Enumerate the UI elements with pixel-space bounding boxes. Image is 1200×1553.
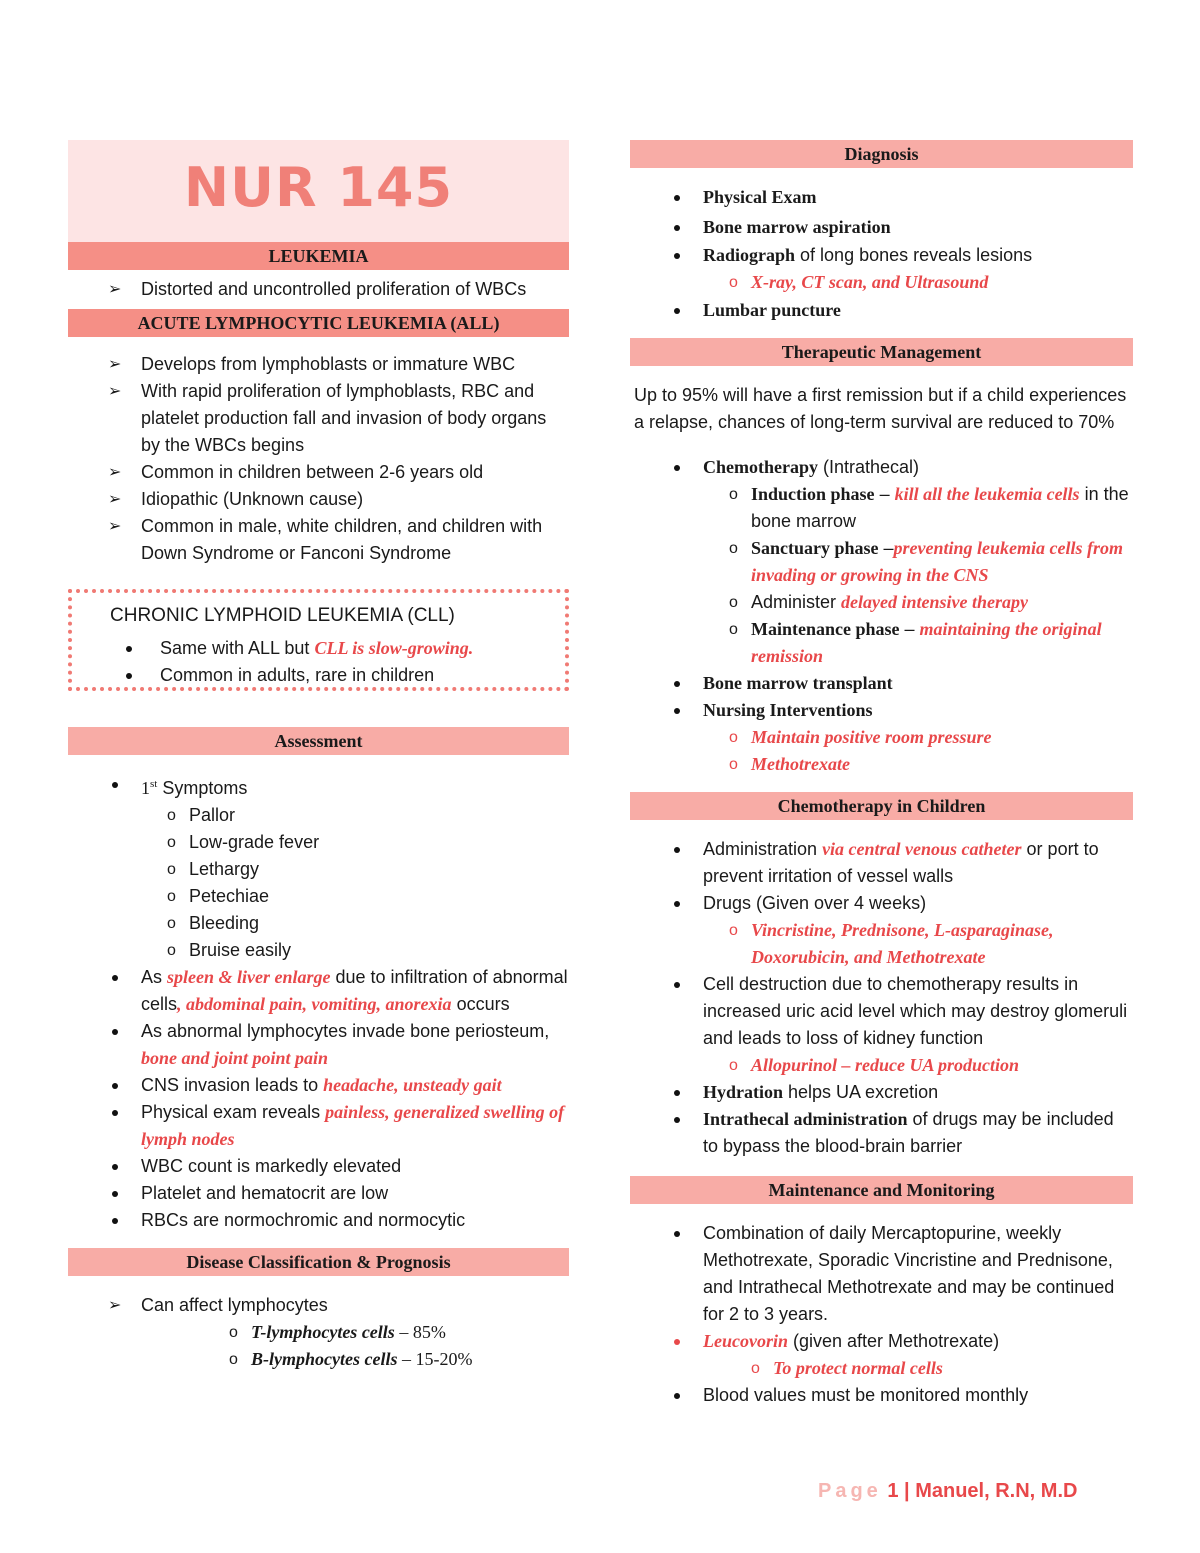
- list-item: Radiograph of long bones reveals lesions o X-ray, CT scan, and Ultrasound: [630, 242, 1133, 296]
- list-item: Nursing Interventions o Maintain positive room pressure o Methotrexate: [630, 697, 1133, 778]
- bullet-icon: [126, 673, 132, 679]
- left-column: [68, 140, 569, 1373]
- circle-bullet-icon: o: [729, 922, 738, 939]
- bullet-icon: [674, 1090, 680, 1096]
- circle-bullet-icon: o: [167, 807, 176, 824]
- allopurinol-list: [703, 1052, 1133, 1079]
- list-item: o Sanctuary phase –preventing leukemia cells from invading or growing in the CNS: [703, 535, 1133, 589]
- list-item: RBCs are normochromic and normocytic: [68, 1207, 569, 1234]
- arrow-icon: ➢: [108, 518, 122, 535]
- all-header: ACUTE LYMPHOCYTIC LEUKEMIA (ALL): [68, 309, 569, 337]
- list-item: o Allopurinol – reduce UA production: [703, 1052, 1133, 1079]
- circle-bullet-icon: o: [229, 1324, 238, 1341]
- assessment-list: [68, 771, 569, 1234]
- bullet-icon: [126, 646, 132, 652]
- arrow-icon: ➢: [108, 464, 122, 481]
- list-item: Combination of daily Mercaptopurine, weekly Methotrexate, Sporadic Vincristine and Prednisone, and Intrathecal Methotrexate and may be continued for 2 to 3 years.: [630, 1220, 1133, 1328]
- maintenance-list: [630, 1220, 1133, 1409]
- list-item: o Bleeding: [141, 910, 569, 937]
- arrow-icon: ➢: [108, 281, 122, 298]
- arrow-icon: ➢: [108, 383, 122, 400]
- cll-box: [68, 589, 569, 691]
- imaging-list: [703, 269, 1133, 296]
- therapeutic-list: [630, 454, 1133, 778]
- bullet-icon: [674, 708, 680, 714]
- list-item: Bone marrow transplant: [630, 670, 1133, 697]
- list-item: o Petechiae: [141, 883, 569, 910]
- bullet-icon: [674, 847, 680, 853]
- bullet-icon: [674, 1339, 680, 1345]
- list-item: Cell destruction due to chemotherapy results in increased uric acid level which may destroy glomeruli and leads to loss of kidney function o Allopurinol – reduce UA production: [630, 971, 1133, 1079]
- list-item: Common in adults, rare in children: [72, 662, 565, 689]
- list-item: o To protect normal cells: [725, 1355, 1133, 1382]
- list-item: o Pallor: [141, 802, 569, 829]
- leucovorin-list: [725, 1355, 1133, 1382]
- chemo-children-list: [630, 836, 1133, 1160]
- therapeutic-intro: Up to 95% will have a first remission but if a child experiences a relapse, chances of long-term survival are reduced to 70%: [634, 385, 1127, 432]
- list-item: As abnormal lymphocytes invade bone periosteum, bone and joint point pain: [68, 1018, 569, 1072]
- list-item: CNS invasion leads to headache, unsteady gait: [68, 1072, 569, 1099]
- circle-bullet-icon: o: [751, 1360, 760, 1377]
- chemo-phase-list: [703, 481, 1133, 670]
- list-item: o Induction phase – kill all the leukemia cells in the bone marrow: [703, 481, 1133, 535]
- list-item: Platelet and hematocrit are low: [68, 1180, 569, 1207]
- list-item: 1st Symptoms o Pallor o Low-grade fever o Lethargy o Petechiae o Bleeding o Bruise easily: [68, 771, 569, 964]
- list-item: ➢ Common in male, white children, and children with Down Syndrome or Fanconi Syndrome: [68, 513, 569, 567]
- circle-bullet-icon: o: [167, 834, 176, 851]
- page-footer: Page 1 | Manuel, R.N, M.D: [818, 1480, 1078, 1502]
- bullet-icon: [674, 1393, 680, 1399]
- bullet-icon: [674, 1117, 680, 1123]
- list-item: Lumbar puncture: [630, 297, 1133, 324]
- diagnosis-list: [630, 184, 1133, 324]
- list-item: o T-lymphocytes cells – 85%: [203, 1319, 569, 1346]
- bullet-icon: [674, 465, 680, 471]
- list-item: Physical Exam: [630, 184, 1133, 211]
- leukemia-header: LEUKEMIA: [68, 242, 569, 270]
- page-title: NUR 145: [183, 156, 454, 219]
- right-column: [630, 140, 1133, 1409]
- list-item: ➢ Common in children between 2-6 years old: [68, 459, 569, 486]
- chemo-children-header: Chemotherapy in Children: [630, 792, 1133, 820]
- cll-title: CHRONIC LYMPHOID LEUKEMIA (CLL): [110, 605, 455, 626]
- list-item: ➢ Distorted and uncontrolled proliferation of WBCs: [68, 276, 569, 303]
- circle-bullet-icon: o: [729, 729, 738, 746]
- list-item: ➢ Idiopathic (Unknown cause): [68, 486, 569, 513]
- circle-bullet-icon: o: [729, 486, 738, 503]
- diagnosis-header: Diagnosis: [630, 140, 1133, 168]
- list-item: o X-ray, CT scan, and Ultrasound: [703, 269, 1133, 296]
- list-item: Bone marrow aspiration: [630, 214, 1133, 241]
- bullet-icon: [112, 1164, 118, 1170]
- list-item: o Vincristine, Prednisone, L-asparaginase, Doxorubicin, and Methotrexate: [703, 917, 1133, 971]
- assessment-header: Assessment: [68, 727, 569, 755]
- list-item: ➢ Can affect lymphocytes o T-lymphocytes cells – 85% o B-lymphocytes cells – 15-20%: [68, 1292, 569, 1373]
- list-item: ➢ Develops from lymphoblasts or immature WBC: [68, 351, 569, 378]
- list-item: o Low-grade fever: [141, 829, 569, 856]
- symptoms-list: [141, 802, 569, 964]
- cll-list: [72, 635, 565, 689]
- list-item: o Methotrexate: [703, 751, 1133, 778]
- list-item: o Maintenance phase – maintaining the original remission: [703, 616, 1133, 670]
- bullet-icon: [112, 1191, 118, 1197]
- circle-bullet-icon: o: [729, 274, 738, 291]
- list-item: As spleen & liver enlarge due to infiltration of abnormal cells, abdominal pain, vomiting, anorexia occurs: [68, 964, 569, 1018]
- bullet-icon: [674, 225, 680, 231]
- arrow-icon: ➢: [108, 356, 122, 373]
- list-item: o Bruise easily: [141, 937, 569, 964]
- bullet-icon: [112, 1029, 118, 1035]
- list-item: WBC count is markedly elevated: [68, 1153, 569, 1180]
- bullet-icon: [674, 1231, 680, 1237]
- list-item: Leucovorin (given after Methotrexate) o To protect normal cells: [630, 1328, 1133, 1382]
- list-item: Hydration helps UA excretion: [630, 1079, 1133, 1106]
- bullet-icon: [674, 982, 680, 988]
- maintenance-header: Maintenance and Monitoring: [630, 1176, 1133, 1204]
- bullet-icon: [674, 308, 680, 314]
- bullet-icon: [674, 195, 680, 201]
- list-item: Chemotherapy (Intrathecal) o Induction phase – kill all the leukemia cells in the bone marrow o Sanctuary phase –preventing leukemia cells from invading or growing in the CNS o Administer delayed intensive therapy o Maintenance phase – maintaining the original remission: [630, 454, 1133, 670]
- bullet-icon: [112, 1110, 118, 1116]
- list-item: o B-lymphocytes cells – 15-20%: [203, 1346, 569, 1373]
- all-list: [68, 351, 569, 567]
- circle-bullet-icon: o: [729, 1057, 738, 1074]
- list-item: Intrathecal administration of drugs may be included to bypass the blood-brain barrier: [630, 1106, 1133, 1160]
- bullet-icon: [674, 681, 680, 687]
- circle-bullet-icon: o: [229, 1351, 238, 1368]
- circle-bullet-icon: o: [729, 540, 738, 557]
- list-item: Drugs (Given over 4 weeks) o Vincristine, Prednisone, L-asparaginase, Doxorubicin, and Methotrexate: [630, 890, 1133, 971]
- circle-bullet-icon: o: [167, 942, 176, 959]
- arrow-icon: ➢: [108, 1297, 122, 1314]
- bullet-icon: [112, 975, 118, 981]
- list-item: Administration via central venous catheter or port to prevent irritation of vessel walls: [630, 836, 1133, 890]
- nursing-list: [703, 724, 1133, 778]
- list-item: o Maintain positive room pressure: [703, 724, 1133, 751]
- circle-bullet-icon: o: [167, 915, 176, 932]
- bullet-icon: [674, 253, 680, 259]
- title-box: [68, 140, 569, 242]
- circle-bullet-icon: o: [729, 621, 738, 638]
- circle-bullet-icon: o: [729, 756, 738, 773]
- circle-bullet-icon: o: [729, 594, 738, 611]
- bullet-icon: [112, 1218, 118, 1224]
- therapeutic-header: Therapeutic Management: [630, 338, 1133, 366]
- bullet-icon: [674, 901, 680, 907]
- list-item: ➢ With rapid proliferation of lymphoblasts, RBC and platelet production fall and invasion of body organs by the WBCs begins: [68, 378, 569, 459]
- circle-bullet-icon: o: [167, 888, 176, 905]
- list-item: o Lethargy: [141, 856, 569, 883]
- lymphocyte-list: [203, 1319, 569, 1373]
- list-item: Physical exam reveals painless, generalized swelling of lymph nodes: [68, 1099, 569, 1153]
- arrow-icon: ➢: [108, 491, 122, 508]
- classification-list: [68, 1292, 569, 1373]
- list-item: o Administer delayed intensive therapy: [703, 589, 1133, 616]
- list-item: Same with ALL but CLL is slow-growing.: [72, 635, 565, 662]
- leukemia-list: [68, 276, 569, 303]
- circle-bullet-icon: o: [167, 861, 176, 878]
- bullet-icon: [112, 1083, 118, 1089]
- bullet-icon: [112, 782, 118, 788]
- classification-header: Disease Classification & Prognosis: [68, 1248, 569, 1276]
- list-item: Blood values must be monitored monthly: [630, 1382, 1133, 1409]
- drugs-list: [703, 917, 1133, 971]
